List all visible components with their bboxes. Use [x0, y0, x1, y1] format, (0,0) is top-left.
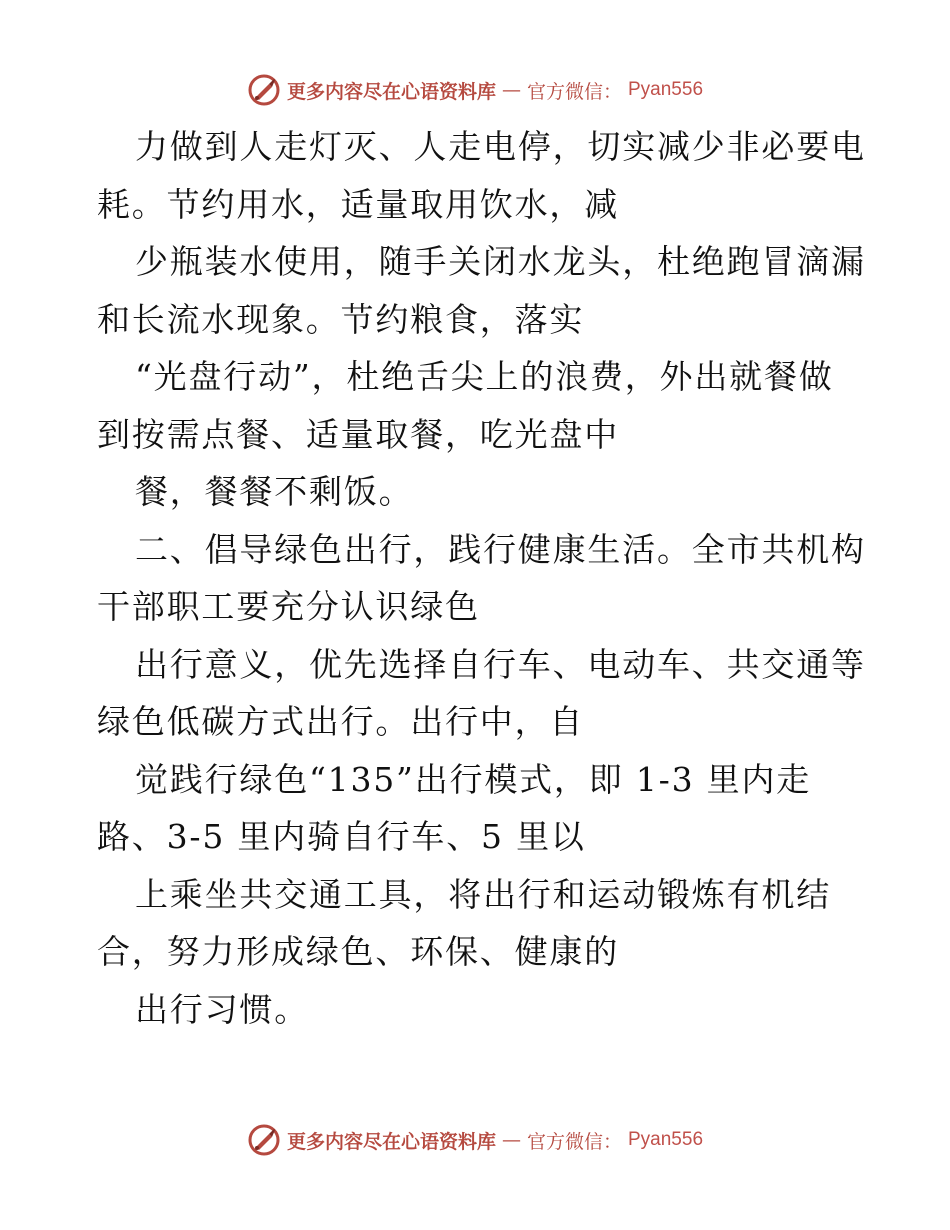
text-line: 上乘坐共交通工具，将出行和运动锻炼有机结 — [135, 874, 831, 914]
text-line: 合，努力形成绿色、环保、健康的 — [97, 932, 619, 971]
footer-banner — [0, 1120, 950, 1160]
text-line: 出行意义，优先选择自行车、电动车、共交通等 — [135, 644, 866, 684]
text-line: 到按需点餐、适量取餐，吃光盘中 — [97, 414, 619, 454]
header-brand-text: 更多内容尽在心语资料库 — [286, 80, 496, 103]
text-line: 和长流水现象。节约粮食，落实 — [97, 299, 585, 339]
text-line: 二、倡导绿色出行，践行健康生活。全市共机构 — [135, 529, 866, 569]
text-line: “光盘行动”，杜绝舌尖上的浪费，外出就餐做 — [135, 357, 834, 396]
footer-brand-text: 更多内容尽在心语资料库 — [286, 1130, 496, 1153]
text-line: 力做到人走灯灭、人走电停，切实减少非必要电 — [135, 127, 866, 166]
text-line: 觉践行绿色“135”出行模式，即 1-3 里内走 — [135, 759, 812, 799]
text-line: 出行习惯。 — [135, 989, 309, 1029]
text-line: 绿色低碳方式出行。出行中，自 — [97, 702, 585, 741]
text-line: 少瓶装水使用，随手关闭水龙头，杜绝跑冒滴漏 — [135, 242, 866, 281]
footer-wechat-id: Pyan556 — [628, 1129, 704, 1150]
footer-separator: — — [501, 1129, 521, 1151]
header-banner — [0, 70, 950, 110]
text-line: 耗。节约用水，适量取用饮水，减 — [97, 184, 619, 224]
brand-logo-icon — [247, 73, 281, 107]
header-wechat-id: Pyan556 — [628, 79, 704, 100]
header-separator: — — [501, 79, 521, 101]
document-body — [97, 118, 866, 1038]
text-line: 干部职工要充分认识绿色 — [97, 587, 480, 626]
footer-wechat-label: 官方微信： — [526, 1130, 622, 1153]
brand-logo-icon — [247, 1123, 281, 1157]
text-line: 路、3-5 里内骑自行车、5 里以 — [97, 817, 586, 856]
header-wechat-label: 官方微信： — [526, 80, 622, 103]
text-line: 餐，餐餐不剩饭。 — [135, 472, 414, 511]
